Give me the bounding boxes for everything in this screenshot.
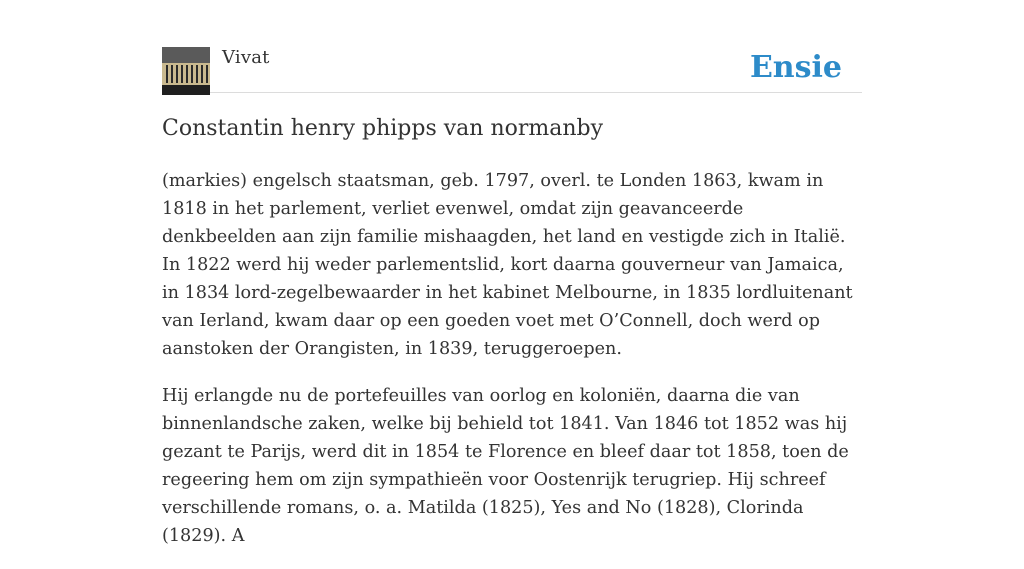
brand-logo[interactable]: Ensie bbox=[749, 50, 842, 85]
author-name[interactable]: Vivat bbox=[222, 47, 270, 68]
article-title: Constantin henry phipps van normanby bbox=[162, 116, 604, 141]
avatar-books-image bbox=[162, 47, 210, 95]
article-paragraph: (markies) engelsch staatsman, geb. 1797, overl. te Londen 1863, kwam in 1818 in het parlement, verliet evenwel, omdat zijn geavanceerde denkbeelden aan zijn familie mishaagden, het land en vestigde zich in Italië. In 1822 werd hij weder parlementslid, kort daarna gouverneur van Jamaica, in 1834 lord-zegelbewaarder in het kabinet Melbourne, in 1835 lordluitenant van Ierland, kwam daar op een goeden voet met O’Connell, doch werd op aanstoken der Orangisten, in 1839, teruggeroepen. bbox=[162, 171, 853, 359]
author-avatar[interactable] bbox=[162, 47, 210, 95]
article-body bbox=[162, 167, 862, 569]
article-paragraph: Hij erlangde nu de portefeuilles van oorlog en koloniën, daarna die van binnenlandsche zaken, welke bij behield tot 1841. Van 1846 tot 1852 was hij gezant te Parijs, werd dit in 1854 te Florence en bleef daar tot 1858, toen de regeering hem om zijn sympathieën voor Oostenrijk terugriep. Hij schreef verschillende romans, o. a. Matilda (1825), Yes and No (1828), Clorinda (1829). A bbox=[162, 386, 849, 546]
article-header bbox=[162, 46, 862, 93]
